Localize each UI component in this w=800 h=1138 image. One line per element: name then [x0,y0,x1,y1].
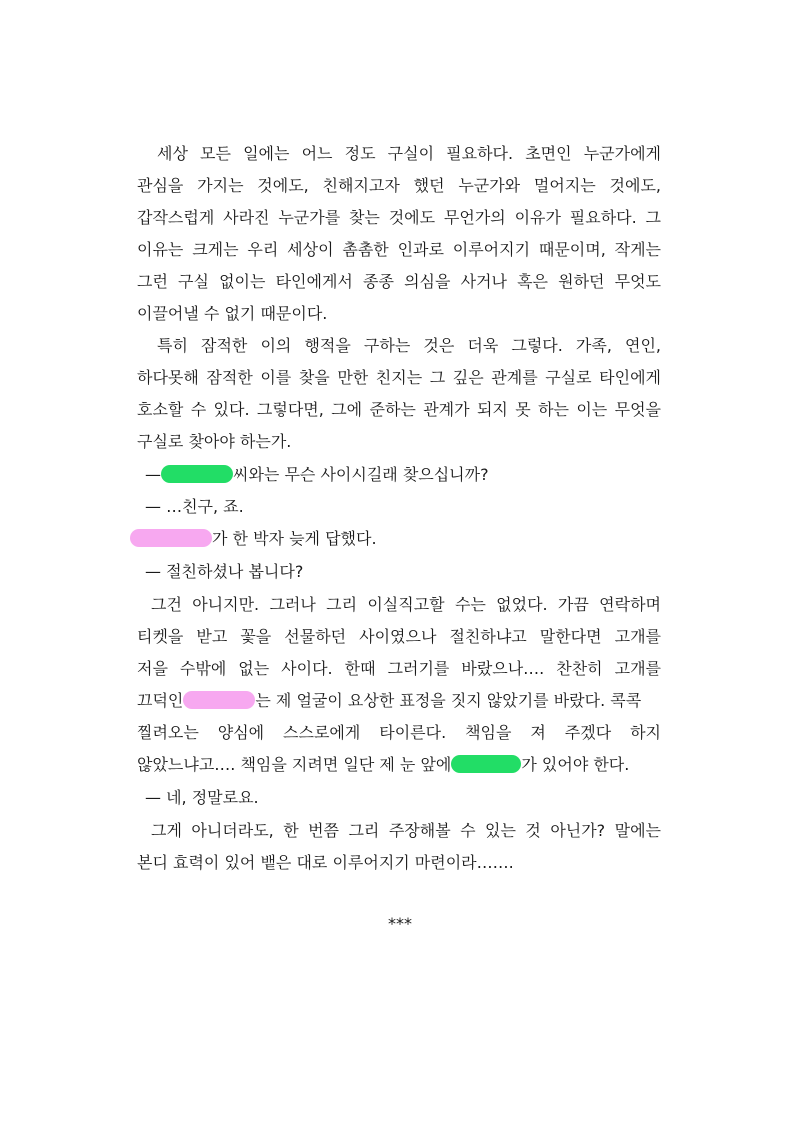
paragraph-2-line-1: 특히 잠적한 이의 행적을 구하는 것은 더욱 그렇다. 가족, 연인, [157,336,661,355]
paragraph-3-line-4-start: 끄덕인 [137,691,184,710]
paragraph-1-line-1: 세상 모든 일에는 어느 정도 구실이 필요하다. 초면인 누군가에게 [157,144,661,163]
paragraph-1-line-5: 그런 구실 없이는 타인에게서 종종 의심을 사거나 혹은 원하던 무엇도 [137,272,661,291]
section-separator: *** [388,914,412,933]
paragraph-1-line-4: 이유는 크게는 우리 세상이 촘촘한 인과로 이루어지기 때문이며, 작게는 [137,240,661,259]
paragraph-3-line-4-end: 는 제 얼굴이 요상한 표정을 짓지 않았기를 바랐다. 콕콕 [255,691,642,710]
paragraph-3-line-6-end: 가 있어야 한다. [521,755,630,774]
narration-text: 가 한 박자 늦게 답했다. [212,529,377,548]
redaction-mark-pink [130,529,212,547]
dialogue-text: 씨와는 무슨 사이시길래 찾으십니까? [233,465,489,484]
dialogue-line-2: — …친구, 죠. [145,497,244,516]
dialogue-line-4: — 네, 정말로요. [145,788,259,807]
redaction-mark-green [451,755,521,773]
paragraph-3-line-6-start: 않았느냐고…. 책임을 지려면 일단 제 눈 앞에 [137,755,452,774]
paragraph-3-line-2: 티켓을 받고 꽃을 선물하던 사이였으나 절친하냐고 말한다면 고개를 [137,627,661,646]
dialogue-line-1 [145,461,669,489]
redaction-mark-pink [183,691,255,709]
paragraph-4-line-1: 그게 아니더라도, 한 번쯤 그리 주장해볼 수 있는 것 아닌가? 말에는 [151,821,661,840]
paragraph-2-line-3: 호소할 수 있다. 그렇다면, 그에 준하는 관계가 되지 못 하는 이는 무엇을 [137,400,661,419]
paragraph-4-line-2: 본디 효력이 있어 뱉은 대로 이루어지기 마련이라……. [137,853,514,872]
paragraph-3-line-4 [137,687,661,715]
paragraph-3-line-1: 그건 아니지만. 그러나 그리 이실직고할 수는 없었다. 가끔 연락하며 [151,595,661,614]
narration-line-1 [130,525,654,553]
redaction-mark-green [161,465,233,483]
paragraph-3-line-6 [137,751,661,779]
paragraph-1-line-3: 갑작스럽게 사라진 누군가를 찾는 것에도 무언가의 이유가 필요하다. 그 [137,208,661,227]
dialogue-dash: — [145,465,161,484]
paragraph-3-line-3: 저을 수밖에 없는 사이다. 한때 그러기를 바랐으나…. 찬찬히 고개를 [137,659,661,678]
paragraph-1-line-2: 관심을 가지는 것에도, 친해지고자 했던 누군가와 멀어지는 것에도, [137,176,661,195]
dialogue-line-3: — 절친하셨나 봅니다? [145,562,304,581]
paragraph-1-line-6: 이끌어낼 수 없기 때문이다. [137,304,328,323]
paragraph-2-line-2: 하다못해 잠적한 이를 찾을 만한 친지는 그 깊은 관계를 구실로 타인에게 [137,368,661,387]
paragraph-2-line-4: 구실로 찾아야 하는가. [137,432,292,451]
paragraph-3-line-5: 찔려오는 양심에 스스로에게 타이른다. 책임을 져 주겠다 하지 [137,723,661,742]
